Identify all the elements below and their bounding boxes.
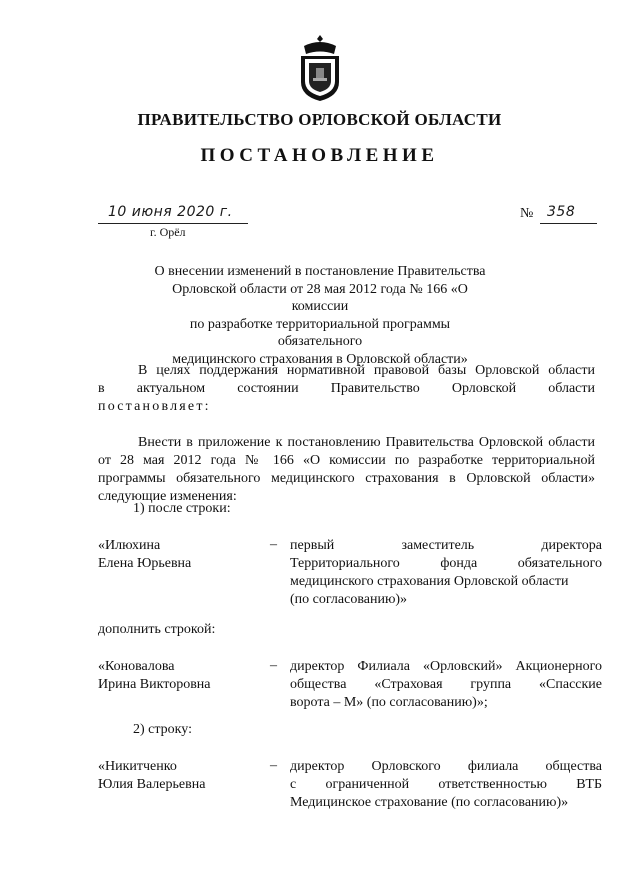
document-title (150, 263, 490, 368)
name-line: Юлия Валерьевна (98, 777, 206, 792)
number-label: № (520, 206, 534, 221)
coat-of-arms-icon (296, 34, 344, 102)
member-name (98, 658, 268, 694)
dash-separator: – (270, 658, 277, 673)
city-label: г. Орёл (150, 225, 186, 239)
role-line: Медицинское страхование (по согласованию)» (290, 795, 569, 810)
role-line: медицинского страхования Орловской области (290, 574, 569, 589)
add-row-label: дополнить строкой: (98, 622, 216, 637)
intro-paragraph: Внести в приложение к постановлению Правительства Орловской области от 28 мая 2012 года № 166 «О комиссии по разработке территориальной программы обязательного медицинского страхования в Орловской области» следующие изменения: (98, 435, 595, 504)
title-line: медицинского страхования в Орловской области» (172, 351, 468, 367)
document-date: 10 июня 2020 г. (108, 204, 233, 220)
title-line: О внесении изменений в постановление Правительства (154, 264, 486, 279)
role-line: (по согласованию)» (290, 592, 408, 607)
member-name (98, 537, 268, 573)
document-type: ПОСТАНОВЛЕНИЕ (200, 145, 439, 166)
role-line: общества «Страховая группа «Спасские (290, 677, 602, 692)
preamble-paragraph (98, 362, 595, 416)
role-line: Территориального фонда обязательного (290, 556, 602, 571)
name-line: Елена Юрьевна (98, 556, 192, 571)
item-2-label: 2) строку: (133, 722, 192, 737)
title-line: по разработке территориальной программы обязательного (189, 316, 451, 349)
government-name: ПРАВИТЕЛЬСТВО ОРЛОВСКОЙ ОБЛАСТИ (137, 110, 502, 129)
name-line: «Никитченко (98, 759, 177, 774)
item-1-label: 1) после строки: (133, 501, 231, 516)
resolves-word: постановляет: (98, 399, 211, 414)
preamble-line: В целях поддержания нормативной правовой базы Орловской области (138, 363, 595, 378)
document-number: 358 (547, 204, 576, 220)
member-role (290, 658, 602, 712)
role-line: с ограниченной ответственностью ВТБ (290, 777, 602, 792)
role-line: директор Орловского филиала общества (290, 759, 602, 774)
member-role (290, 758, 602, 812)
role-line: ворота – М» (по согласованию)»; (290, 695, 488, 710)
name-line: «Илюхина (98, 538, 161, 553)
dash-separator: – (270, 537, 277, 552)
dash-separator: – (270, 758, 277, 773)
member-role (290, 537, 602, 609)
name-line: «Коновалова (98, 659, 175, 674)
preamble-line: в актуальном состоянии Правительство Орловской области (98, 381, 595, 396)
role-line: первый заместитель директора (290, 538, 602, 553)
name-line: Ирина Викторовна (98, 677, 211, 692)
title-line: Орловской области от 28 мая 2012 года № 166 «О комиссии (172, 281, 468, 314)
member-name (98, 758, 268, 794)
role-line: директор Филиала «Орловский» Акционерного (290, 659, 602, 674)
